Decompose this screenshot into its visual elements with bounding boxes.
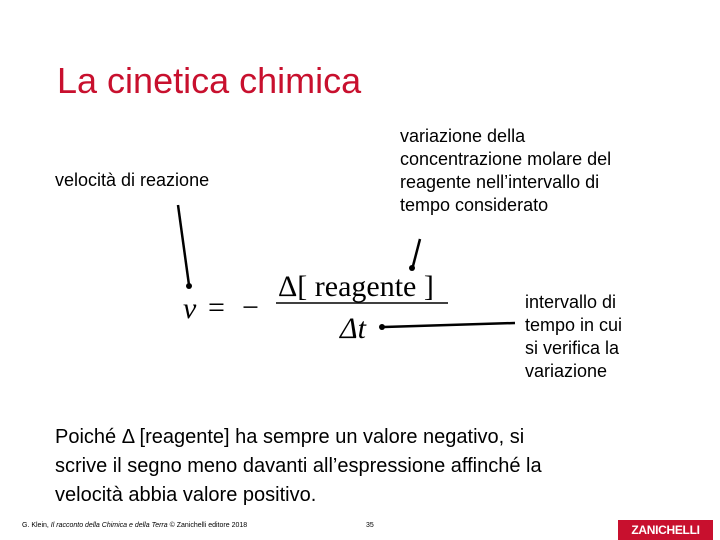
concentration-label-line: reagente nell’intervallo di — [400, 172, 600, 192]
concentration-label-line: variazione della — [400, 126, 526, 146]
interval-label-line: intervallo di — [525, 292, 617, 312]
velocity-label: velocità di reazione — [55, 170, 210, 190]
footer-publisher: © Zanichelli editore 2018 — [167, 522, 248, 529]
interval-pointer-dot — [379, 324, 385, 330]
formula-numerator: Δ[ reagente ] — [278, 270, 434, 303]
explanation-line: Poiché Δ [reagente] ha sempre un valore negativo, si — [55, 426, 525, 448]
velocity-pointer-dot — [186, 283, 192, 289]
explanation-line: scrive il segno meno davanti all’espressione affinché la — [55, 455, 542, 477]
footer-credit — [22, 522, 247, 529]
slide-title: La cinetica chimica — [57, 60, 362, 101]
interval-label-line: variazione — [525, 361, 608, 381]
explanation-text — [55, 423, 542, 510]
formula-equals: = — [208, 291, 225, 324]
explanation-line: velocità abbia valore positivo. — [55, 484, 317, 506]
concentration-label-line: concentrazione molare del — [400, 149, 612, 169]
concentration-pointer-line — [413, 239, 420, 266]
velocity-pointer-line — [178, 205, 189, 285]
concentration-label-line: tempo considerato — [400, 195, 549, 215]
page-number: 35 — [366, 522, 374, 529]
zanichelli-logo: ZANICHELLI — [618, 520, 713, 540]
formula-denominator: Δt — [340, 312, 366, 345]
footer-author: G. Klein, — [22, 522, 51, 529]
formula-minus: − — [242, 291, 259, 324]
interval-label-line: tempo in cui — [525, 315, 623, 335]
interval-label-line: si verifica la — [525, 338, 620, 358]
interval-pointer-line — [384, 323, 515, 327]
footer-book: Il racconto della Chimica e della Terra — [50, 522, 168, 529]
formula-v: v — [183, 292, 197, 325]
